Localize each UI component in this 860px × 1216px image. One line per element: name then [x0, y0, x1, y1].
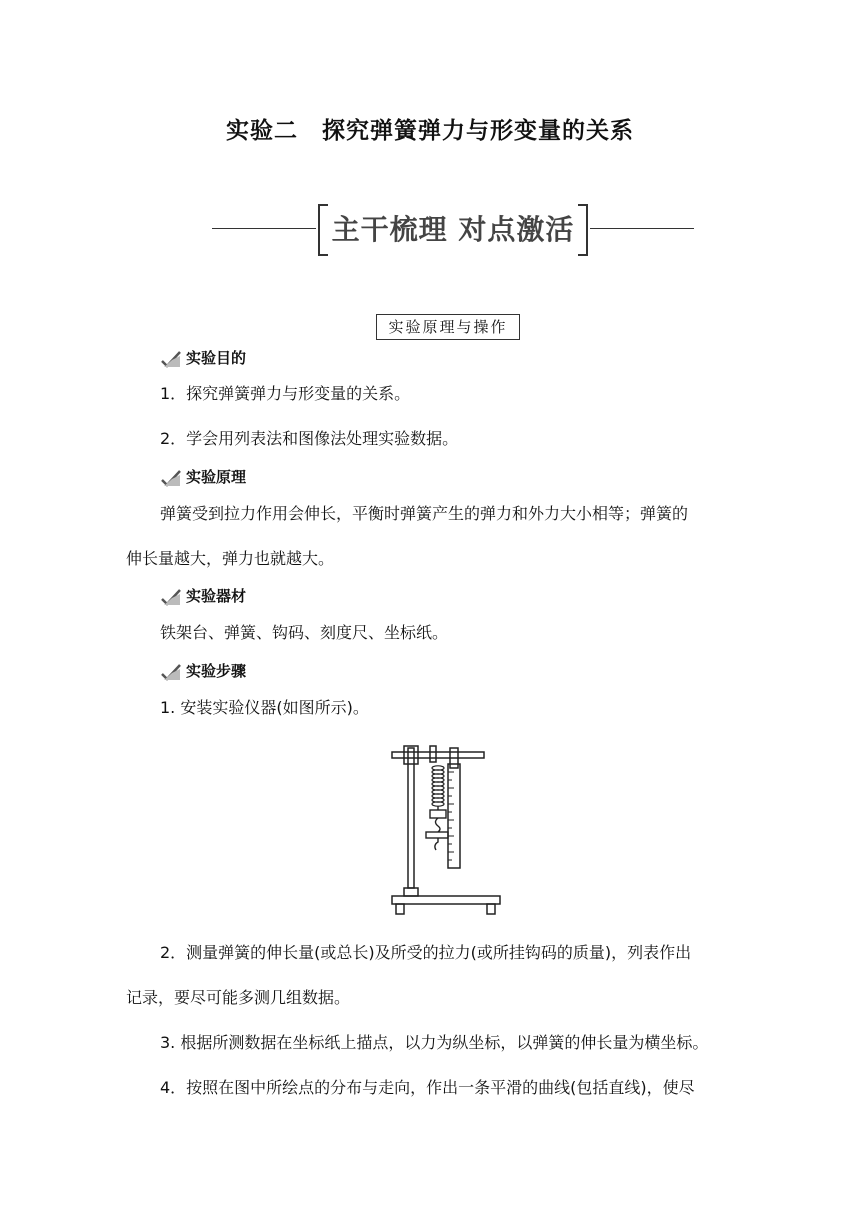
section-heading-label: 实验目的 [186, 349, 247, 367]
section-heading-label: 实验步骤 [186, 662, 247, 680]
hook-upper [436, 818, 441, 832]
apparatus-figure [390, 744, 502, 916]
hook-weight [426, 832, 448, 838]
boxed-heading: 实验原理与操作 [376, 314, 520, 340]
section-heading-equipment [160, 586, 246, 606]
banner-rule-right [590, 228, 694, 229]
stand-base [392, 896, 500, 904]
page-title: 实验二 探究弹簧弹力与形变量的关系 [226, 118, 634, 144]
equipment-text: 铁架台、弹簧、钩码、刻度尺、坐标纸。 [160, 623, 449, 642]
stand-pole [408, 748, 414, 888]
step-2-line-2: 记录，要尽可能多测几组数据。 [126, 988, 351, 1007]
step-4: 4．按照在图中所绘点的分布与走向，作出一条平滑的曲线(包括直线)，使尽 [160, 1078, 695, 1097]
section-heading-purpose [160, 348, 246, 368]
step-1: 1. 安装实验仪器(如图所示)。 [160, 698, 369, 717]
banner-bracket-left [318, 204, 328, 256]
principle-line-2: 伸长量越大，弹力也就越大。 [126, 549, 335, 568]
hook-lower [435, 838, 438, 850]
stand-foot-right [487, 904, 495, 914]
banner-bracket-right [578, 204, 588, 256]
pole-clamp [404, 888, 418, 896]
pointer-weight [430, 810, 446, 818]
section-heading-principle [160, 467, 246, 487]
section-heading-steps [160, 661, 246, 681]
banner-rule-left [212, 228, 316, 229]
stand-arm [392, 752, 484, 758]
section-heading-label: 实验器材 [186, 587, 247, 605]
stand-foot-left [396, 904, 404, 914]
step-2-line-1: 2．测量弹簧的伸长量(或总长)及所受的拉力(或所挂钩码的质量)，列表作出 [160, 943, 692, 962]
principle-line-1: 弹簧受到拉力作用会伸长，平衡时弹簧产生的弹力和外力大小相等；弹簧的 [160, 504, 689, 523]
check-pen-icon [160, 350, 182, 368]
check-pen-icon [160, 469, 182, 487]
section-heading-label: 实验原理 [186, 468, 247, 486]
ruler-ticks [448, 772, 454, 860]
check-pen-icon [160, 588, 182, 606]
purpose-item-2: 2．学会用列表法和图像法处理实验数据。 [160, 429, 459, 448]
banner-text: 主干梳理 对点激活 [331, 213, 575, 246]
purpose-item-1: 1．探究弹簧弹力与形变量的关系。 [160, 384, 411, 403]
spring-hook-clamp [430, 746, 436, 762]
step-3: 3. 根据所测数据在坐标纸上描点，以力为纵坐标，以弹簧的伸长量为横坐标。 [160, 1033, 709, 1052]
spring [432, 766, 444, 806]
section-banner [212, 200, 694, 258]
check-pen-icon [160, 663, 182, 681]
